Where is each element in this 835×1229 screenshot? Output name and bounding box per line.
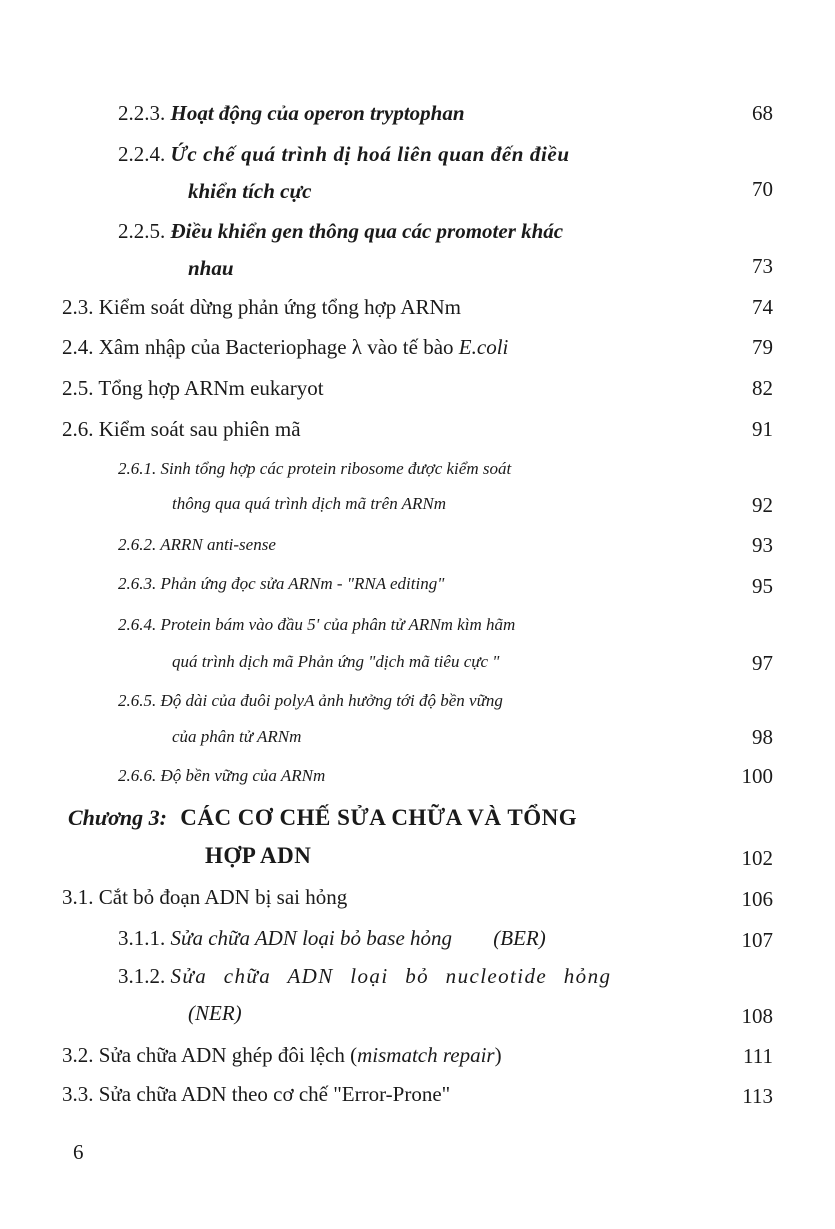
toc-entry-2-6-4	[118, 612, 515, 638]
entry-title: Protein bám vào đầu 5' của phân tử ARNm kìm hãm	[160, 615, 516, 634]
entry-page: 68	[752, 101, 773, 125]
entry-page: 107	[741, 928, 773, 952]
toc-entry-2-6-2	[118, 532, 276, 558]
toc-entry-2-6-6	[118, 763, 325, 789]
entry-page: 92	[752, 493, 773, 517]
entry-number: 3.3.	[62, 1082, 94, 1106]
toc-chapter-3	[68, 805, 577, 831]
entry-number: 2.6.2.	[118, 535, 157, 554]
entry-title-continued: khiển tích cực	[188, 179, 312, 203]
entry-number: 2.2.5.	[118, 219, 166, 243]
entry-title-italic: mismatch repair	[357, 1043, 495, 1067]
entry-title: ARRN anti-sense	[160, 535, 276, 554]
toc-entry-3-3	[62, 1081, 450, 1107]
chapter-label: Chương 3:	[68, 805, 167, 830]
toc-entry-3-1-2	[118, 963, 611, 989]
toc-entry-2-6-1	[118, 456, 511, 482]
entry-number: 2.4.	[62, 335, 94, 359]
entry-title-continued: quá trình dịch mã Phản ứng "dịch mã tiêu cực "	[172, 652, 500, 671]
entry-page: 97	[752, 651, 773, 675]
entry-number: 2.6.	[62, 417, 94, 441]
entry-title: Xâm nhập của Bacteriophage λ vào tế bào	[98, 335, 459, 359]
entry-number: 3.2.	[62, 1043, 94, 1067]
entry-number: 3.1.	[62, 885, 94, 909]
toc-entry-2-6	[62, 416, 301, 442]
entry-title-continued: của phân tử ARNm	[172, 727, 302, 746]
entry-number: 3.1.2.	[118, 964, 166, 988]
entry-page: 73	[752, 254, 773, 278]
entry-title: Tổng hợp ARNm eukaryot	[98, 376, 324, 400]
entry-page: 111	[743, 1044, 773, 1068]
entry-number: 2.2.4.	[118, 142, 166, 166]
entry-title-continued: (NER)	[188, 1001, 242, 1025]
entry-number: 2.6.6.	[118, 766, 157, 785]
entry-page: 91	[752, 417, 773, 441]
toc-entry-3-1-1	[118, 925, 546, 951]
entry-page: 70	[752, 177, 773, 201]
entry-page: 100	[741, 764, 773, 788]
entry-title: Hoạt động của operon tryptophan	[170, 101, 465, 125]
entry-page: 98	[752, 725, 773, 749]
entry-title-end: )	[494, 1043, 502, 1067]
entry-page: 74	[752, 295, 773, 319]
toc-entry-2-5	[62, 375, 324, 401]
entry-title: Sửa chữa ADN loại bỏ base hỏng	[170, 926, 453, 950]
entry-title-continued: nhau	[188, 256, 234, 280]
entry-number: 2.6.4.	[118, 615, 157, 634]
entry-number: 2.6.3.	[118, 574, 157, 593]
entry-title: Sửa chữa ADN theo cơ chế "Error-Prone"	[98, 1082, 451, 1106]
entry-number: 2.2.3.	[118, 101, 166, 125]
toc-entry-2-2-4	[118, 141, 570, 167]
entry-page: 95	[752, 574, 773, 598]
footer-page-number: 6	[73, 1140, 84, 1164]
entry-title: Sửa chữa ADN loại bỏ nucleotide hỏng	[170, 964, 612, 988]
entry-page: 106	[741, 887, 773, 911]
entry-title-continued: thông qua quá trình dịch mã trên ARNm	[172, 494, 447, 513]
entry-number: 3.1.1.	[118, 926, 166, 950]
entry-page: 108	[741, 1004, 773, 1028]
entry-page: 113	[742, 1084, 773, 1108]
toc-entry-3-1	[62, 884, 347, 910]
toc-entry-2-6-3	[118, 571, 444, 597]
entry-page: 93	[752, 533, 773, 557]
entry-title: Kiểm soát dừng phản ứng tổng hợp ARNm	[98, 295, 462, 319]
entry-page: 102	[741, 846, 773, 870]
entry-title-italic: E.coli	[458, 335, 509, 359]
toc-entry-2-3	[62, 294, 461, 320]
entry-page: 82	[752, 376, 773, 400]
chapter-title-continued: HỢP ADN	[205, 843, 312, 868]
entry-number: 2.6.5.	[118, 691, 157, 710]
entry-title: Ức chế quá trình dị hoá liên quan đến điều	[170, 142, 570, 166]
toc-entry-2-2-5	[118, 218, 563, 244]
chapter-title: CÁC CƠ CHẾ SỬA CHỮA VÀ TỔNG	[180, 805, 578, 830]
entry-abbreviation: (BER)	[493, 926, 546, 950]
entry-title: Độ dài của đuôi polyA ảnh hưởng tới độ bền vững	[160, 691, 503, 710]
toc-entry-2-6-5	[118, 688, 503, 714]
entry-title: Phản ứng đọc sửa ARNm - "RNA editing"	[160, 574, 445, 593]
entry-page: 79	[752, 335, 773, 359]
toc-entry-2-4	[62, 334, 508, 360]
entry-title: Độ bền vững của ARNm	[160, 766, 326, 785]
toc-entry-2-2-3	[118, 100, 465, 126]
entry-title: Cắt bỏ đoạn ADN bị sai hỏng	[98, 885, 348, 909]
entry-number: 2.6.1.	[118, 459, 157, 478]
entry-number: 2.3.	[62, 295, 94, 319]
entry-title: Sinh tổng hợp các protein ribosome được kiểm soát	[160, 459, 512, 478]
entry-title: Sửa chữa ADN ghép đôi lệch (	[98, 1043, 358, 1067]
entry-number: 2.5.	[62, 376, 94, 400]
entry-title: Điều khiển gen thông qua các promoter khác	[170, 219, 564, 243]
toc-entry-3-2	[62, 1042, 502, 1068]
entry-title: Kiểm soát sau phiên mã	[98, 417, 301, 441]
